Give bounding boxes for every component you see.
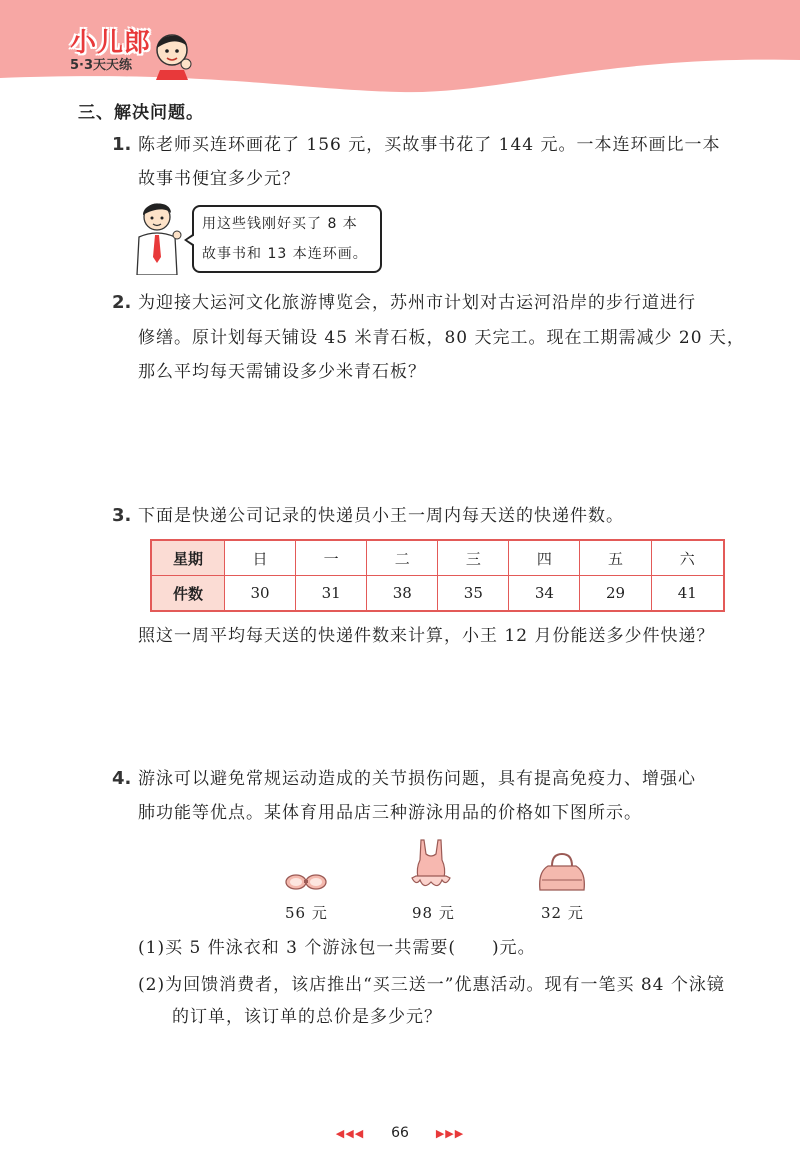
question-1-line: 故事书便宜多少元？ [138,169,300,189]
question-4-line: 肺功能等优点。某体育用品店三种游泳用品的价格如下图所示。 [138,803,642,823]
question-2-line: 那么平均每天需铺设多少米青石板？ [138,362,426,382]
left-arrows-icon: ◀◀◀ [335,1127,365,1140]
swim-goggles-icon [283,870,329,894]
question-3-line: 下面是快递公司记录的快递员小王一周内每天送的快递件数。 [138,506,624,526]
question-4-number: 4. [112,768,132,789]
page-number: 66 [391,1125,409,1141]
question-1-number: 1. [112,134,132,155]
table-cell-count: 35 [438,576,509,612]
question-2-line: 为迎接大运河文化旅游博览会，苏州市计划对古运河沿岸的步行道进行 [138,293,696,313]
logo-subtitle: 5·3天天练 [70,58,133,73]
bubble-line: 故事书和 13 本连环画。 [202,246,368,262]
right-arrows-icon: ▶▶▶ [435,1127,465,1140]
sub-question-1: (1)买 5 件泳衣和 3 个游泳包一共需要( )元。 [138,938,536,958]
question-4-line: 游泳可以避免常规运动造成的关节损伤问题，具有提高免疫力、增强心 [138,769,696,789]
mascot-boy-icon [150,30,194,80]
table-cell-count: 38 [367,576,438,612]
table-row [151,576,724,612]
swimsuit-price: 98 元 [412,904,455,922]
swim-bag-icon [536,850,588,896]
table-cell-day: 日 [225,540,296,576]
row-header-day: 星期 [151,540,225,576]
teacher-icon [133,197,185,275]
goggles-price: 56 元 [285,904,328,922]
question-3-number: 3. [112,505,132,526]
table-cell-day: 五 [580,540,651,576]
table-cell-count: 41 [651,576,724,612]
table-cell-count: 34 [509,576,580,612]
table-cell-day: 三 [438,540,509,576]
bubble-line: 用这些钱刚好买了 8 本 [202,216,358,232]
table-cell-day: 二 [367,540,438,576]
delivery-table [150,539,725,612]
bag-price: 32 元 [541,904,584,922]
table-cell-day: 六 [651,540,724,576]
swimsuit-icon [406,838,456,896]
row-header-count: 件数 [151,576,225,612]
section-title: 三、解决问题。 [78,103,204,123]
question-3-followup: 照这一周平均每天送的快递件数来计算，小王 12 月份能送多少件快递？ [138,626,715,646]
table-cell-count: 30 [225,576,296,612]
question-2-line: 修缮。原计划每天铺设 45 米青石板，80 天完工。现在工期需减少 20 天， [138,328,745,348]
page-footer [0,1125,800,1141]
table-cell-count: 31 [296,576,367,612]
speech-bubble [192,205,382,273]
table-cell-day: 一 [296,540,367,576]
table-cell-count: 29 [580,576,651,612]
sub-question-2-line: (2)为回馈消费者，该店推出“买三送一”优惠活动。现有一笔买 84 个泳镜 [138,975,725,995]
table-cell-day: 四 [509,540,580,576]
table-row [151,540,724,576]
logo-title: 小儿郎 [70,28,152,58]
question-1-line: 陈老师买连环画花了 156 元，买故事书花了 144 元。一本连环画比一本 [138,135,721,155]
sub-question-2-line: 的订单，该订单的总价是多少元？ [172,1007,442,1027]
brand-logo [70,28,151,74]
question-2-number: 2. [112,292,132,313]
